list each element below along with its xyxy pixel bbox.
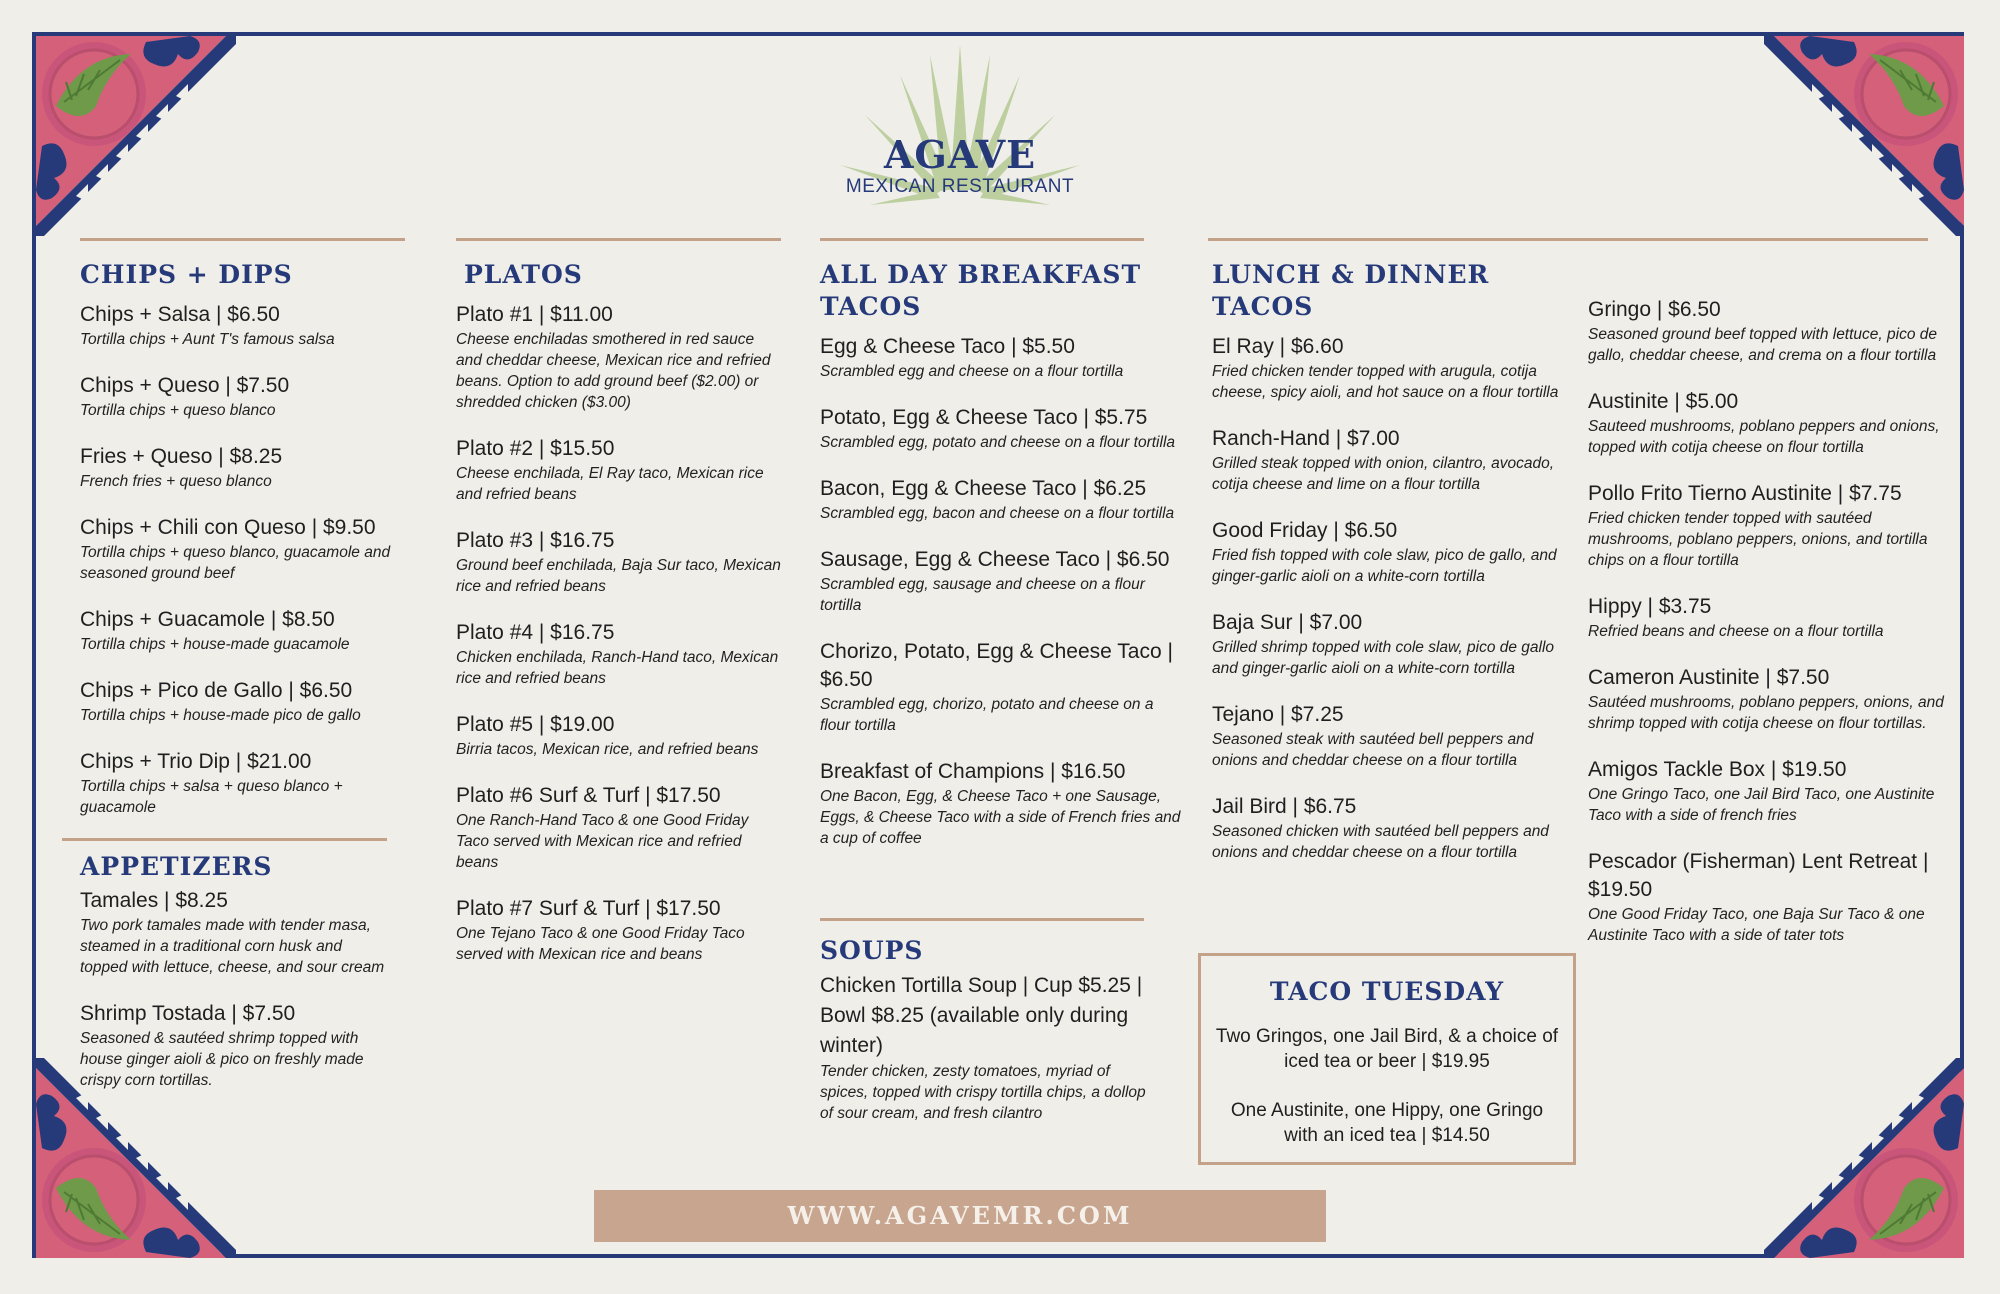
- tacos-column-2: [1588, 296, 1948, 968]
- menu-item: [80, 301, 405, 350]
- menu-item: [1212, 517, 1572, 587]
- item-desc: Refried beans and cheese on a flour tortilla: [1588, 623, 1884, 640]
- menu-item: [1588, 756, 1948, 826]
- item-name: Good Friday | $6.50: [1212, 519, 1398, 542]
- menu-item: [456, 527, 781, 597]
- item-desc: Fried chicken tender topped with sautéed mushrooms, poblano peppers, onions, and tortilla chips on a flour tortilla: [1588, 510, 1928, 569]
- item-name: Amigos Tackle Box | $19.50: [1588, 758, 1847, 781]
- item-desc: Cheese enchilada, El Ray taco, Mexican rice and refried beans: [456, 465, 764, 503]
- item-name: Plato #2 | $15.50: [456, 437, 615, 460]
- menu-item: [80, 443, 405, 492]
- item-name: Shrimp Tostada | $7.50: [80, 1002, 296, 1025]
- item-desc: Seasoned & sautéed shrimp topped with house ginger aioli & pico on freshly made crispy corn tortillas.: [80, 1030, 364, 1089]
- item-desc: Grilled shrimp topped with cole slaw, pico de gallo and ginger-garlic aioli on a white-corn tortilla: [1212, 639, 1555, 677]
- menu-item: [1212, 609, 1572, 679]
- item-name: Chicken Tortilla Soup | Cup $5.25 | Bowl $8.25 (available only during winter): [820, 974, 1143, 1057]
- menu-item: [80, 372, 405, 421]
- item-name: Plato #6 Surf & Turf | $17.50: [456, 784, 721, 807]
- breakfast-section: [820, 238, 1182, 871]
- item-desc: Seasoned steak with sautéed bell peppers and onions and cheddar cheese on a flour tortilla: [1212, 731, 1534, 769]
- item-name: Chips + Pico de Gallo | $6.50: [80, 679, 353, 702]
- item-desc: Tortilla chips + queso blanco, guacamole and seasoned ground beef: [80, 544, 391, 582]
- chips-dips-section: [80, 238, 405, 840]
- menu-item: [1212, 333, 1572, 403]
- appetizers-section: [62, 838, 387, 1113]
- section-title: SOUPS: [820, 936, 924, 965]
- item-desc: Tortilla chips + house-made pico de gallo: [80, 707, 361, 724]
- item-name: Potato, Egg & Cheese Taco | $5.75: [820, 406, 1148, 429]
- item-name: Jail Bird | $6.75: [1212, 795, 1357, 818]
- item-desc: Two pork tamales made with tender masa, steamed in a traditional corn husk and topped with lettuce, cheese, and sour cream: [80, 917, 385, 976]
- menu-item: [1588, 296, 1948, 366]
- website-link[interactable]: WWW.AGAVEMR.COM: [594, 1190, 1326, 1242]
- item-desc: Chicken enchilada, Ranch-Hand taco, Mexican rice and refried beans: [456, 649, 779, 687]
- section-title: ALL DAY BREAKFAST TACOS: [820, 260, 1142, 321]
- menu-item: [80, 677, 405, 726]
- item-desc: One Bacon, Egg, & Cheese Taco + one Sausage, Eggs, & Cheese Taco with a side of French fries and a cup of coffee: [820, 788, 1181, 847]
- menu-item: [1588, 664, 1948, 734]
- item-name: Austinite | $5.00: [1588, 390, 1739, 413]
- item-name: Chips + Chili con Queso | $9.50: [80, 516, 376, 539]
- menu-item: [820, 758, 1182, 849]
- menu-item: [80, 1000, 387, 1091]
- item-name: Plato #4 | $16.75: [456, 621, 615, 644]
- item-name: Pollo Frito Tierno Austinite | $7.75: [1588, 482, 1902, 505]
- section-title: LUNCH & DINNER TACOS: [1212, 260, 1490, 321]
- item-name: Plato #3 | $16.75: [456, 529, 615, 552]
- item-desc: Cheese enchiladas smothered in red sauce and cheddar cheese, Mexican rice and refried beans. Option to add ground beef ($2.00) or shredded chicken ($3.00): [456, 331, 771, 411]
- section-divider: [1208, 238, 1928, 241]
- item-name: Chips + Queso | $7.50: [80, 374, 290, 397]
- menu-item: [1212, 425, 1572, 495]
- menu-item: [1588, 480, 1948, 571]
- item-desc: One Tejano Taco & one Good Friday Taco served with Mexican rice and beans: [456, 925, 745, 963]
- item-desc: French fries + queso blanco: [80, 473, 272, 490]
- item-desc: Scrambled egg and cheese on a flour tortilla: [820, 363, 1124, 380]
- menu-item: [820, 475, 1182, 524]
- section-title: PLATOS: [464, 260, 583, 289]
- item-desc: Tortilla chips + house-made guacamole: [80, 636, 350, 653]
- item-desc: Birria tacos, Mexican rice, and refried beans: [456, 741, 759, 758]
- section-title: TACO TUESDAY: [1269, 977, 1505, 1006]
- item-name: Hippy | $3.75: [1588, 595, 1712, 618]
- menu-item: [456, 619, 781, 689]
- restaurant-tagline: MEXICAN RESTAURANT: [845, 176, 1075, 197]
- tacos-column-1: [1212, 259, 1572, 885]
- restaurant-name: AGAVE: [883, 132, 1037, 177]
- item-desc: Tortilla chips + Aunt T's famous salsa: [80, 331, 335, 348]
- item-name: Chorizo, Potato, Egg & Cheese Taco | $6.50: [820, 640, 1173, 691]
- item-desc: Scrambled egg, bacon and cheese on a flour tortilla: [820, 505, 1175, 522]
- menu-item: [456, 895, 781, 965]
- item-name: Pescador (Fisherman) Lent Retreat | $19.50: [1588, 850, 1929, 901]
- menu-item: [820, 971, 1160, 1124]
- platos-section: [456, 238, 781, 987]
- restaurant-logo: [830, 40, 1090, 225]
- menu-item: [1588, 388, 1948, 458]
- menu-item: [456, 711, 781, 760]
- soups-section: [820, 918, 1160, 1146]
- item-name: Tejano | $7.25: [1212, 703, 1344, 726]
- menu-item: [820, 546, 1182, 616]
- item-desc: Seasoned ground beef topped with lettuce, pico de gallo, cheddar cheese, and crema on a flour tortilla: [1588, 326, 1938, 364]
- item-name: Baja Sur | $7.00: [1212, 611, 1363, 634]
- item-name: El Ray | $6.60: [1212, 335, 1344, 358]
- section-title: APPETIZERS: [80, 852, 273, 881]
- item-desc: Scrambled egg, sausage and cheese on a flour tortilla: [820, 576, 1145, 614]
- menu-item: [1212, 701, 1572, 771]
- item-desc: Tender chicken, zesty tomatoes, myriad of spices, topped with crispy tortilla chips, a dollop of sour cream, and fresh cilantro: [820, 1063, 1146, 1122]
- item-desc: Sautéed mushrooms, poblano peppers, onions, and shrimp topped with cotija cheese on flour tortillas.: [1588, 694, 1944, 732]
- item-desc: One Gringo Taco, one Jail Bird Taco, one Austinite Taco with a side of french fries: [1588, 786, 1935, 824]
- menu-item: [456, 301, 781, 413]
- item-desc: Tortilla chips + salsa + queso blanco + guacamole: [80, 778, 343, 816]
- item-desc: Sauteed mushrooms, poblano peppers and onions, topped with cotija cheese on flour tortilla: [1588, 418, 1940, 456]
- item-name: Bacon, Egg & Cheese Taco | $6.25: [820, 477, 1147, 500]
- item-desc: One Ranch-Hand Taco & one Good Friday Taco served with Mexican rice and refried beans: [456, 812, 749, 871]
- item-name: Sausage, Egg & Cheese Taco | $6.50: [820, 548, 1170, 571]
- item-desc: One Good Friday Taco, one Baja Sur Taco & one Austinite Taco with a side of tater tots: [1588, 906, 1925, 944]
- section-divider: [456, 238, 781, 241]
- menu-item: [820, 333, 1182, 382]
- deal-text: Two Gringos, one Jail Bird, & a choice of iced tea or beer | $19.95: [1215, 1026, 1559, 1072]
- item-name: Cameron Austinite | $7.50: [1588, 666, 1830, 689]
- item-name: Egg & Cheese Taco | $5.50: [820, 335, 1075, 358]
- item-desc: Tortilla chips + queso blanco: [80, 402, 276, 419]
- deal-text: One Austinite, one Hippy, one Gringo with an iced tea | $14.50: [1230, 1100, 1544, 1146]
- item-desc: Scrambled egg, chorizo, potato and cheese on a flour tortilla: [820, 696, 1154, 734]
- menu-item: [456, 782, 781, 873]
- item-desc: Scrambled egg, potato and cheese on a flour tortilla: [820, 434, 1176, 451]
- section-divider: [80, 238, 405, 241]
- section-divider: [62, 838, 387, 841]
- item-desc: Fried fish topped with cole slaw, pico de gallo, and ginger-garlic aioli on a white-corn tortilla: [1212, 547, 1557, 585]
- item-name: Chips + Trio Dip | $21.00: [80, 750, 312, 773]
- item-desc: Fried chicken tender topped with arugula, cotija cheese, spicy aioli, and hot sauce on a flour tortilla: [1212, 363, 1559, 401]
- menu-item: [80, 606, 405, 655]
- corner-ornament-bottom-right: [1764, 1058, 1964, 1258]
- item-desc: Ground beef enchilada, Baja Sur taco, Mexican rice and refried beans: [456, 557, 781, 595]
- menu-item: [80, 748, 405, 818]
- section-title: CHIPS + DIPS: [80, 260, 293, 289]
- tacos-section: [1208, 238, 1928, 259]
- item-name: Tamales | $8.25: [80, 889, 228, 912]
- section-divider: [820, 238, 1144, 241]
- menu-item: [1212, 793, 1572, 863]
- menu-item: [820, 404, 1182, 453]
- item-name: Plato #1 | $11.00: [456, 303, 613, 326]
- menu-item: [1588, 848, 1948, 946]
- item-name: Chips + Guacamole | $8.50: [80, 608, 335, 631]
- item-name: Ranch-Hand | $7.00: [1212, 427, 1400, 450]
- item-name: Plato #7 Surf & Turf | $17.50: [456, 897, 721, 920]
- item-name: Fries + Queso | $8.25: [80, 445, 283, 468]
- item-name: Gringo | $6.50: [1588, 298, 1721, 321]
- taco-tuesday-box: [1198, 953, 1576, 1165]
- menu-item: [1588, 593, 1948, 642]
- menu-item: [820, 638, 1182, 736]
- item-desc: Seasoned chicken with sautéed bell peppers and onions and cheddar cheese on a flour tortilla: [1212, 823, 1549, 861]
- menu-item: [80, 514, 405, 584]
- section-divider: [820, 918, 1144, 921]
- menu-item: [80, 887, 387, 978]
- item-name: Chips + Salsa | $6.50: [80, 303, 280, 326]
- item-name: Breakfast of Champions | $16.50: [820, 760, 1126, 783]
- item-name: Plato #5 | $19.00: [456, 713, 615, 736]
- corner-ornament-top-left: [36, 36, 236, 236]
- corner-ornament-top-right: [1764, 36, 1964, 236]
- item-desc: Grilled steak topped with onion, cilantro, avocado, cotija cheese and lime on a flour tortilla: [1212, 455, 1555, 493]
- menu-item: [456, 435, 781, 505]
